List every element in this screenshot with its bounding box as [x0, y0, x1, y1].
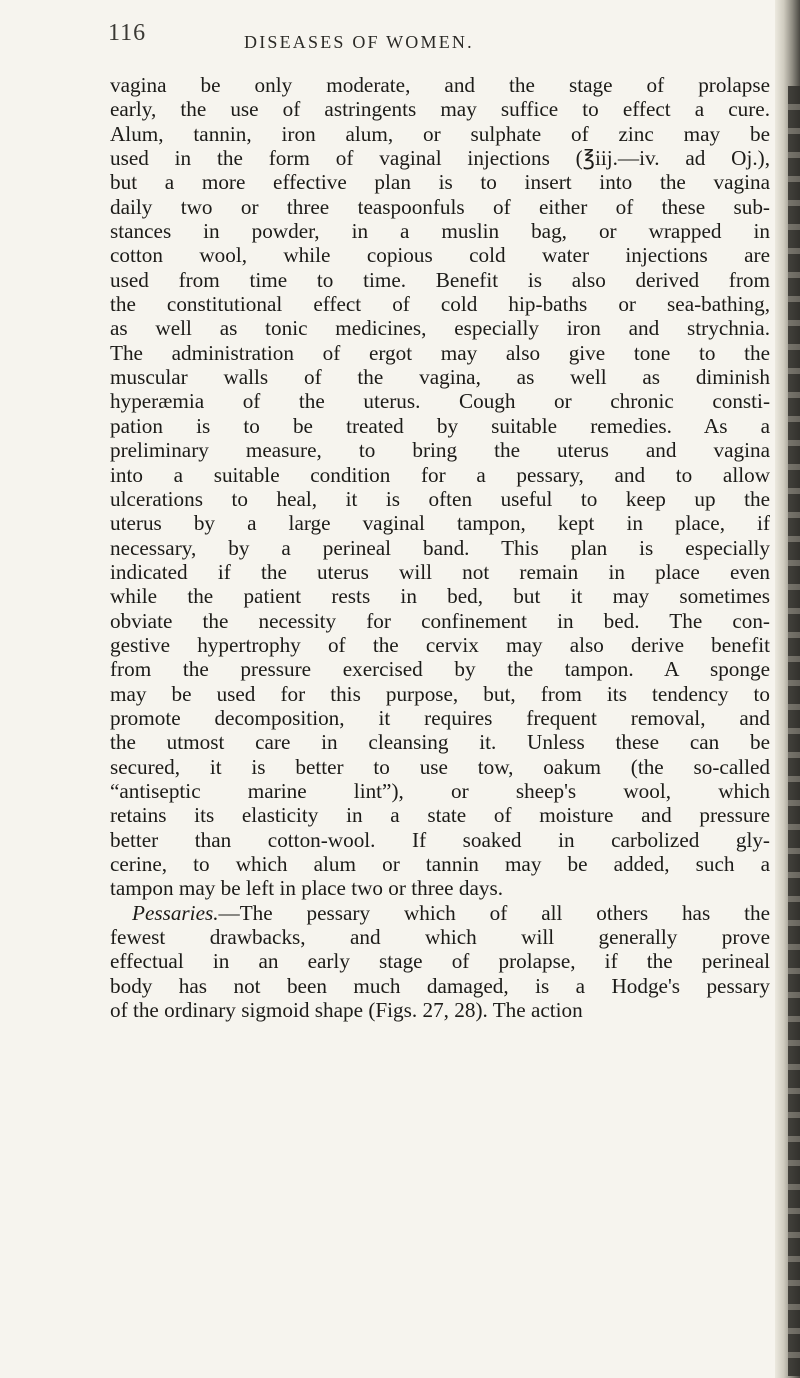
text-line: tampon may be left in place two or three days.	[110, 876, 504, 901]
text-line: gestive hypertrophy of the cervix may also derive benefit	[110, 632, 770, 657]
text-line: The administration of ergot may also give tone to the	[110, 340, 770, 365]
text-line: Alum, tannin, iron alum, or sulphate of zinc may be	[110, 121, 770, 146]
text-line: preliminary measure, to bring the uterus and vagina	[110, 438, 770, 463]
text-line: necessary, by a perineal band. This plan is especially	[110, 535, 770, 560]
text-line: effectual in an early stage of prolapse, if the perineal	[110, 949, 770, 974]
text-line: uterus by a large vaginal tampon, kept in place, if	[110, 511, 770, 536]
text-line: retains its elasticity in a state of moisture and pressure	[110, 803, 770, 828]
page-edge-binding	[788, 86, 800, 1376]
text-line: while the patient rests in bed, but it may sometimes	[110, 584, 770, 609]
running-head: DISEASES OF WOMEN.	[244, 32, 474, 52]
text-line: pation is to be treated by suitable remedies. As a	[110, 413, 770, 438]
text-line: but a more effective plan is to insert into the vagina	[110, 170, 770, 195]
text-line: better than cotton-wool. If soaked in carbolized gly-	[110, 827, 770, 852]
text-line: daily two or three teaspoonfuls of either of these sub-	[110, 194, 770, 219]
pessaries-paragraph-start	[110, 901, 770, 925]
text-line: obviate the necessity for confinement in bed. The con-	[110, 608, 770, 633]
text-line: hyperæmia of the uterus. Cough or chronic consti-	[110, 389, 770, 414]
text-line: the constitutional effect of cold hip-baths or sea-bathing,	[110, 292, 770, 317]
body-text	[110, 73, 770, 1022]
text-line: cotton wool, while copious cold water injections are	[110, 243, 770, 268]
text-line: indicated if the uterus will not remain in place even	[110, 559, 770, 584]
text-line: muscular walls of the vagina, as well as diminish	[110, 365, 770, 390]
text-line: fewest drawbacks, and which will generally prove	[110, 925, 770, 950]
pessaries-heading: Pessaries.	[132, 900, 219, 925]
text-line: body has not been much damaged, is a Hodge's pessary	[110, 973, 770, 998]
text-line: cerine, to which alum or tannin may be added, such a	[110, 852, 770, 876]
text-line: promote decomposition, it requires frequent removal, and	[110, 705, 770, 730]
text-line: of the ordinary sigmoid shape (Figs. 27, 28). The action	[110, 998, 583, 1023]
text-line: used in the form of vaginal injections (℥iij.—iv. ad Oj.),	[110, 146, 770, 171]
text-line: used from time to time. Benefit is also derived from	[110, 267, 770, 292]
text-line: “antiseptic marine lint”), or sheep's wool, which	[110, 778, 770, 803]
text-line: may be used for this purpose, but, from its tendency to	[110, 681, 770, 706]
text-line: ulcerations to heal, it is often useful to keep up the	[110, 486, 770, 511]
text-line: as well as tonic medicines, especially iron and strychnia.	[110, 316, 770, 341]
pessaries-text: —The pessary which of all others has the	[218, 900, 770, 925]
text-line: from the pressure exercised by the tampon. A sponge	[110, 657, 770, 682]
text-line: early, the use of astringents may suffice to effect a cure.	[110, 97, 770, 122]
text-line: stances in powder, in a muslin bag, or wrapped in	[110, 219, 770, 244]
text-line: into a suitable condition for a pessary, and to allow	[110, 462, 770, 487]
text-line: secured, it is better to use tow, oakum (the so-called	[110, 754, 770, 779]
text-line: the utmost care in cleansing it. Unless these can be	[110, 730, 770, 755]
text-line: vagina be only moderate, and the stage of prolapse	[110, 73, 770, 97]
page-number: 116	[108, 20, 147, 46]
